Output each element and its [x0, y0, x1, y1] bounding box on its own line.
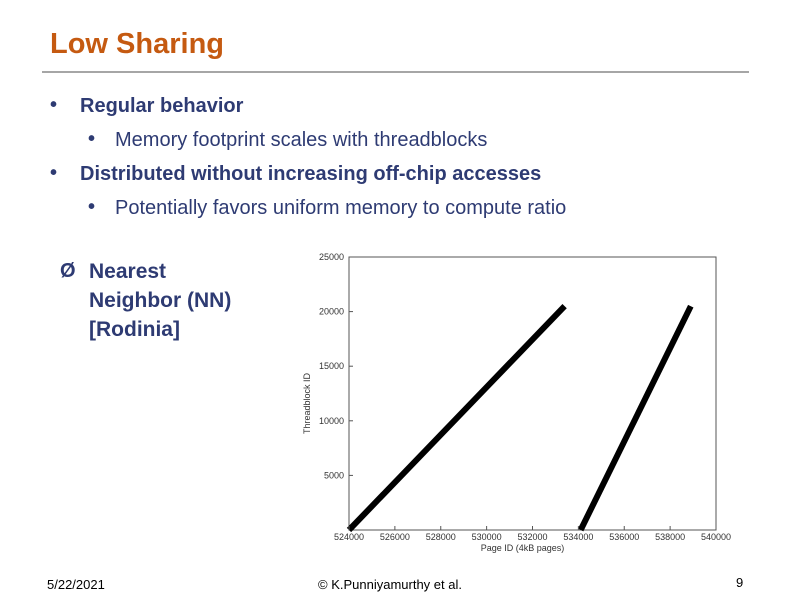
y-tick-label: 5000: [323, 470, 344, 481]
subsection-line: Neighbor (NN): [89, 289, 232, 312]
x-tick-label: 528000: [425, 532, 456, 542]
subsection-line: Nearest: [89, 260, 167, 283]
arrow-bullet-icon: Ø: [60, 260, 76, 282]
footer-page-number: 9: [736, 575, 744, 590]
y-tick-label: 25000: [318, 252, 344, 262]
bullet-text: Memory footprint scales with threadblocks: [115, 129, 488, 151]
x-tick-label: 532000: [517, 532, 548, 542]
x-tick-label: 538000: [655, 532, 686, 542]
bullet-glyph: •: [50, 162, 58, 184]
bullet-text: Distributed without increasing off-chip accesses: [80, 163, 542, 185]
sub-bullet-uniform-memory: [88, 196, 567, 220]
y-tick-label: 10000: [318, 415, 344, 426]
slide-title: Low Sharing: [50, 28, 224, 60]
x-tick-label: 540000: [700, 532, 732, 542]
bullet-glyph: •: [88, 128, 96, 150]
bullet-glyph: •: [88, 196, 96, 218]
bullet-glyph: •: [50, 94, 58, 116]
subsection-nearest-neighbor: [60, 257, 232, 344]
footer-author: © K.Punniyamurthy et al.: [318, 577, 462, 592]
x-tick-label: 526000: [379, 532, 410, 542]
x-tick-label: 524000: [333, 532, 365, 542]
sub-bullet-memory-footprint: [88, 128, 488, 152]
bullet-text: Regular behavior: [80, 95, 244, 117]
subsection-line: [Rodinia]: [89, 318, 180, 341]
bullet-distributed: [50, 162, 542, 186]
y-axis-label: Threadblock ID: [302, 372, 312, 435]
x-axis-label: Page ID (4kB pages): [480, 543, 565, 553]
footer-date: 5/22/2021: [47, 577, 105, 592]
x-tick-label: 530000: [471, 532, 502, 542]
y-tick-label: 15000: [318, 361, 344, 372]
title-divider: [42, 71, 749, 73]
y-tick-label: 20000: [318, 306, 344, 317]
threadblock-page-scatter-chart: [296, 248, 732, 560]
x-tick-label: 534000: [563, 532, 594, 542]
x-tick-label: 536000: [609, 532, 640, 542]
plot-frame: [349, 257, 716, 530]
bullet-regular-behavior: [50, 94, 244, 118]
bullet-text: Potentially favors uniform memory to compute ratio: [115, 197, 567, 219]
